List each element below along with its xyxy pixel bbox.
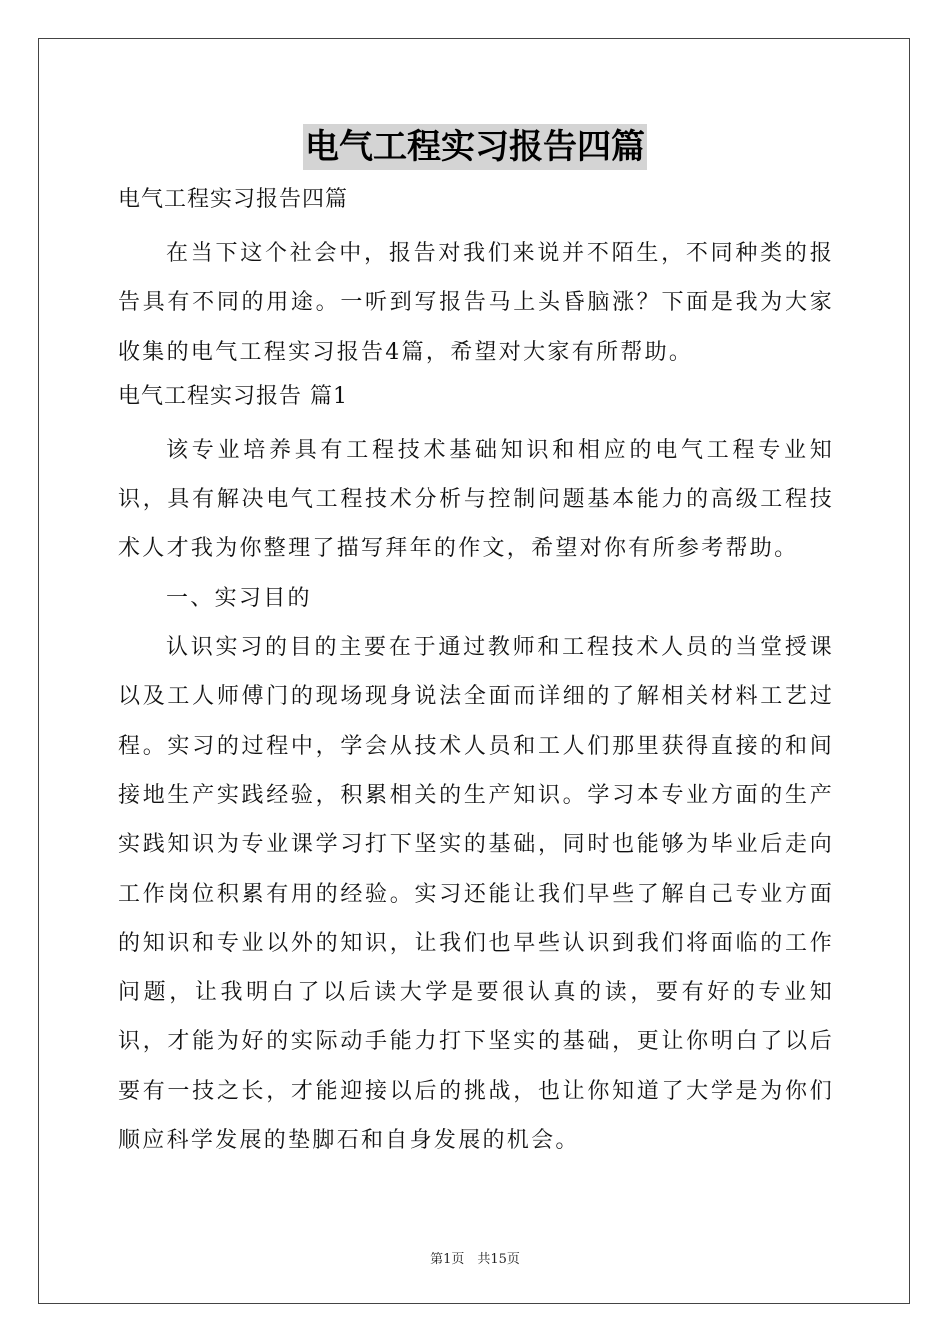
section-paragraph-1: 该专业培养具有工程技术基础知识和相应的电气工程专业知识，具有解决电气工程技术分析与控制问题基本能力的高级工程技术人才我为你整理了描写拜年的作文，希望对你有所参考帮助。 <box>118 437 834 562</box>
section-heading: 电气工程实习报告 篇1 <box>118 383 348 409</box>
page-footer: 第1页 共15页 <box>430 1252 520 1267</box>
document-subtitle: 电气工程实习报告四篇 <box>118 187 349 212</box>
document-body <box>118 180 834 1165</box>
subheading-purpose: 一、实习目的 <box>166 585 312 611</box>
section-paragraph-2: 认识实习的目的主要在于通过教师和工程技术人员的当堂授课以及工人师傅门的现场现身说法全面而详细的了解相关材料工艺过程。实习的过程中，学会从技术人员和工人们那里获得直接的和间接地生产实践经验，积累相关的生产知识。学习本专业方面的生产实践知识为专业课学习打下坚实的基础，同时也能够为毕业后走向工作岗位积累有用的经验。实习还能让我们早些了解自己专业方面的知识和专业以外的知识，让我们也早些认识到我们将面临的工作问题，让我明白了以后读大学是要很认真的读，要有好的专业知识，才能为好的实际动手能力打下坚实的基础，更让你明白了以后要有一技之长，才能迎接以后的挑战，也让你知道了大学是为你们顺应科学发展的垫脚石和自身发展的机会。 <box>118 635 834 1154</box>
title-container <box>0 124 950 170</box>
intro-paragraph: 在当下这个社会中，报告对我们来说并不陌生，不同种类的报告具有不同的用途。一听到写报告马上头昏脑涨？下面是我为大家收集的电气工程实习报告4篇，希望对大家有所帮助。 <box>118 241 834 365</box>
document-title: 电气工程实习报告四篇 <box>303 124 647 170</box>
